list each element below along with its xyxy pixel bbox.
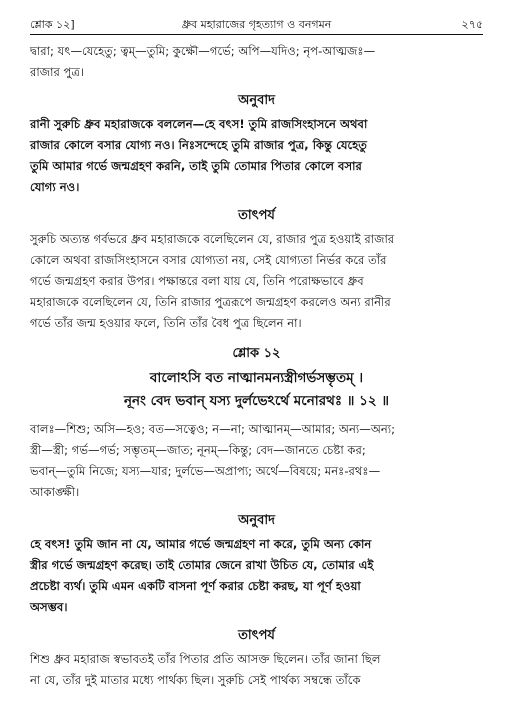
header-chapter-title: ধ্রুব মহারাজের গৃহত্যাগ ও বনগমন (181, 18, 332, 31)
running-header (30, 14, 483, 34)
purport-text (30, 649, 483, 691)
synonyms (30, 419, 483, 503)
text-line: রাজার কোলে বসার যোগ্য নও। নিঃসন্দেহে তুমি রাজার পুত্র, কিন্তু যেহেতু (30, 138, 367, 152)
text-line: আকাঙ্ক্ষী। (30, 485, 80, 499)
text-line: প্রচেষ্টা ব্যর্থ। তুমি এমন একটি বাসনা পূর্ণ করার চেষ্টা করছ, যা পূর্ণ হওয়া (30, 579, 361, 593)
text-line: শিশু ধ্রুব মহারাজ স্বভাবতই তাঁর পিতার প্রতি আসক্ত ছিলেন। তাঁর জানা ছিল (30, 652, 381, 666)
text-line: মহারাজকে বলেছিলেন যে, তিনি রাজার পুত্ররূপে জন্মগ্রহণ করলেও অন্য রানীর (30, 295, 391, 309)
translation-heading: অনুবাদ (238, 513, 275, 528)
purport-heading: তাৎপর্য (238, 208, 275, 223)
translation-text (30, 534, 483, 618)
verse-heading: শ্লোক ১২ (232, 346, 281, 361)
text-line: গর্ভে জন্মগ্রহণ করার উপর। পক্ষান্তরে বলা যায় যে, তিনি পরোক্ষভাবে ধ্রুব (30, 274, 364, 288)
purport-text (30, 229, 483, 334)
header-verse-ref: শ্লোক ১২] (30, 18, 75, 31)
text-line: স্ত্রীর গর্ভে জন্মগ্রহণ করেছ। তাই তোমার জেনে রাখা উচিত যে, তোমার এই (30, 558, 374, 572)
verse-line-2: নূনং বেদ ভবান্ যস্য দুর্লভেঽর্থে মনোরথঃ ॥ ১২ ॥ (124, 393, 389, 409)
verse-line-1: বালোঽসি বত নাত্মানমন্যস্ত্রীগর্ভসম্ভৃতম্ । (149, 370, 364, 386)
purport-heading: তাৎপর্য (238, 628, 275, 643)
text-line: গর্ভে তাঁর জন্ম হওয়ার ফলে, তিনি তাঁর বৈধ পুত্র ছিলেন না। (30, 316, 302, 330)
text-line: সুরুচি অত্যন্ত গর্বভরে ধ্রুব মহারাজকে বলেছিলেন যে, রাজার পুত্র হওয়াই রাজার (30, 232, 395, 246)
text-line: তুমি আমার গর্ভে জন্মগ্রহণ করনি, তাই তুমি তোমার পিতার কোলে বসার (30, 159, 362, 173)
translation-heading: অনুবাদ (238, 93, 275, 108)
translation-text (30, 114, 483, 198)
header-page-number: ২৭৫ (461, 18, 483, 31)
text-line: ভবান্—তুমি নিজে; যস্য—যার; দুর্লভে—অপ্রাপ্য; অর্থে—বিষয়ে; মনঃ-রথঃ— (30, 464, 381, 478)
text-line: স্ত্রী—স্ত্রী; গর্ভ—গর্ভ; সম্ভৃতম্—জাত; নূনম্—কিন্তু; বেদ—জানতে চেষ্টা কর; (30, 443, 366, 457)
text-line: যোগ্য নও। (30, 180, 80, 194)
text-line: দ্বারা; যৎ—যেহেতু; ত্বম্—তুমি; কুক্ষৌ—গর্ভে; অপি—যদিও; নৃপ-আত্মজঃ— (30, 44, 376, 58)
text-line: রাজার পুত্র। (30, 65, 85, 79)
text-line: বালঃ—শিশু; অসি—হও; বত—সত্বেও; ন—না; আত্মানম্—আমার; অন্য—অন্য; (30, 422, 396, 436)
synonyms-continued (30, 41, 483, 83)
text-line: কোলে অথবা রাজসিংহাসনে বসার যোগ্যতা নয়, সেই যোগ্যতা নির্ভর করে তাঁর (30, 253, 387, 267)
text-line: অসম্ভব। (30, 600, 68, 614)
text-line: হে বৎস! তুমি জান না যে, আমার গর্ভে জন্মগ্রহণ না করে, তুমি অন্য কোন (30, 537, 372, 551)
text-line: রানী সুরুচি ধ্রুব মহারাজকে বললেন—হে বৎস! তুমি রাজসিংহাসনে অথবা (30, 117, 368, 131)
text-line: না যে, তাঁর দুই মাতার মধ্যে পার্থক্য ছিল। সুরুচি সেই পার্থক্য সম্বন্ধে তাঁকে (30, 673, 361, 687)
